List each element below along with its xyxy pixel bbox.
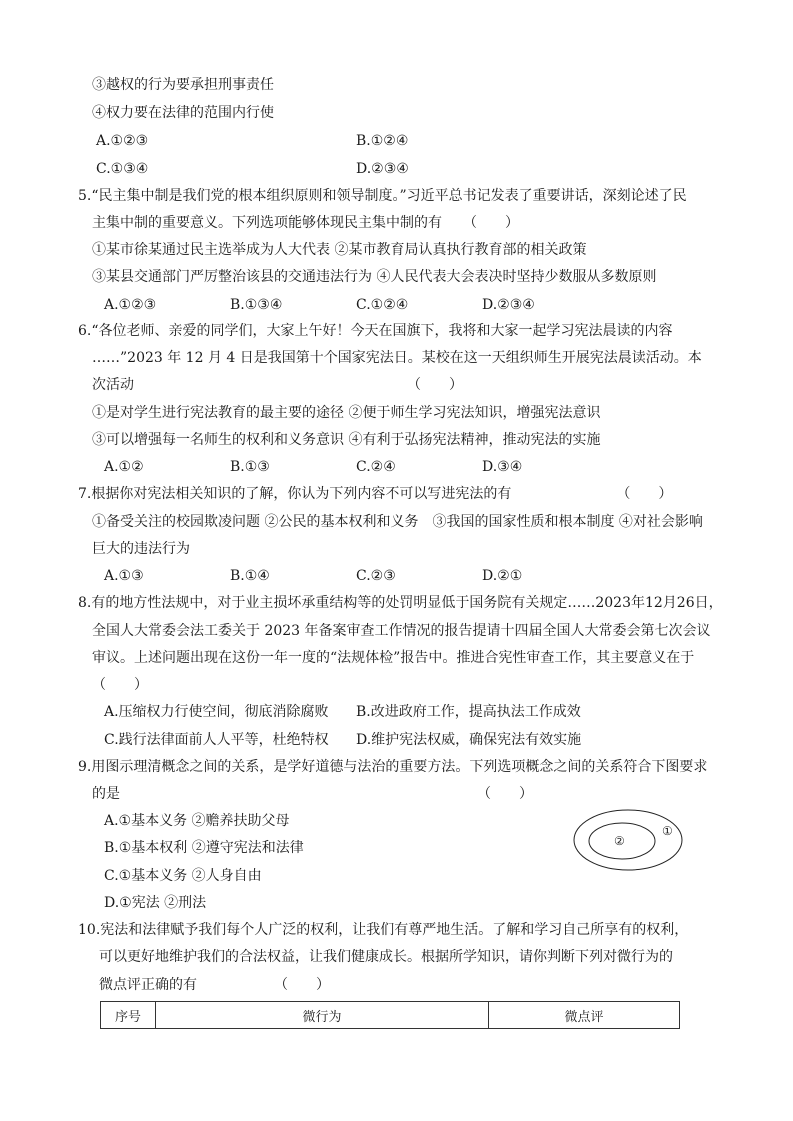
q7-stem: 7.根据你对宪法相关知识的了解，你认为下列内容不可以写进宪法的有 （ ） <box>78 486 673 502</box>
header-behavior: 微行为 <box>156 1002 489 1029</box>
q9-option-b[interactable]: B.①基本权利 ②遵守宪法和法律 <box>104 840 304 856</box>
q4-item-4: ④权力要在法律的范围内行使 <box>92 105 274 121</box>
q8-option-c[interactable]: C.践行法律面前人人平等，杜绝特权 <box>104 732 329 748</box>
q10-stem-line1: 10.宪法和法律赋予我们每个人广泛的权利，让我们有尊严地生活。了解和学习自己所享有的权利， <box>78 922 689 938</box>
q10-stem-line2: 可以更好地维护我们的合法权益，让我们健康成长。根据所学知识，请你判断下列对微行为的 <box>99 949 673 965</box>
q6-option-c[interactable]: C.②④ <box>356 459 396 475</box>
q5-option-b[interactable]: B.①③④ <box>230 297 283 313</box>
micro-behavior-table <box>100 1001 680 1029</box>
q6-stem-line2: ……”2023 年 12 月 4 日是我国第十个国家宪法日。某校在这一天组织师生开展宪法晨读活动。本 <box>92 350 702 366</box>
q7-items-line1: ①备受关注的校园欺凌问题 ②公民的基本权利和义务 ③我国的国家性质和根本制度 ④对社会影响 <box>92 514 703 530</box>
q6-items-line2: ③可以增强每一名师生的权利和义务意识 ④有利于弘扬宪法精神，推动宪法的实施 <box>92 432 601 448</box>
q8-stem-line3: 审议。上述问题出现在这份一年一度的“法规体检”报告中。推进合宪性审查工作，其主要意义在于 <box>92 650 695 666</box>
q8-option-b[interactable]: B.改进政府工作，提高执法工作成效 <box>356 704 581 720</box>
q7-option-d[interactable]: D.②① <box>482 568 523 584</box>
q6-items-line1: ①是对学生进行宪法教育的最主要的途径 ②便于师生学习宪法知识，增强宪法意识 <box>92 405 601 421</box>
q5-option-c[interactable]: C.①②④ <box>356 297 409 313</box>
q5-stem-line1: 5.“民主集中制是我们党的根本组织原则和领导制度。”习近平总书记发表了重要讲话，深刻论述了民 <box>78 188 687 204</box>
q8-stem-line4: （ ） <box>92 677 148 693</box>
q4-option-d[interactable]: D.②③④ <box>356 161 409 177</box>
q4-option-a[interactable]: A.①②③ <box>96 133 149 149</box>
q7-option-a[interactable]: A.①③ <box>104 568 144 584</box>
q6-option-b[interactable]: B.①③ <box>230 459 270 475</box>
q6-stem-line1: 6.“各位老师、亲爱的同学们，大家上午好！今天在国旗下，我将和大家一起学习宪法晨读的内容 <box>78 323 673 339</box>
q8-stem-line2: 全国人大常委会法工委关于 2023 年备案审查工作情况的报告提请十四届全国人大常委会第七次会议 <box>92 623 711 639</box>
q5-option-d[interactable]: D.②③④ <box>482 297 535 313</box>
q9-option-a[interactable]: A.①基本义务 ②赡养扶助父母 <box>104 813 290 829</box>
q5-items-line2: ③某县交通部门严厉整治该县的交通违法行为 ④人民代表大会表决时坚持少数服从多数原则 <box>92 269 657 285</box>
q8-option-d[interactable]: D.维护宪法权威，确保宪法有效实施 <box>356 732 582 748</box>
q6-stem-line3: 次活动 （ ） <box>92 377 463 393</box>
inner-label: ② <box>614 834 625 848</box>
q9-option-d[interactable]: D.①宪法 ②刑法 <box>104 895 207 911</box>
q6-option-d[interactable]: D.③④ <box>482 459 523 475</box>
q10-stem-line3: 微点评正确的有 （ ） <box>99 977 330 993</box>
q6-option-a[interactable]: A.①② <box>104 459 144 475</box>
q8-stem-line1: 8.有的地方性法规中，对于业主损坏承重结构等的处罚明显低于国务院有关规定……2023年12月26日， <box>78 595 723 611</box>
q7-option-b[interactable]: B.①④ <box>230 568 270 584</box>
q7-items-line2: 巨大的违法行为 <box>92 541 190 557</box>
q4-option-b[interactable]: B.①②④ <box>356 133 409 149</box>
header-index: 序号 <box>101 1002 156 1029</box>
q8-option-a[interactable]: A.压缩权力行使空间，彻底消除腐败 <box>104 704 329 720</box>
q7-option-c[interactable]: C.②③ <box>356 568 396 584</box>
concept-diagram <box>570 805 690 875</box>
q4-option-c[interactable]: C.①③④ <box>96 161 149 177</box>
q5-option-a[interactable]: A.①②③ <box>104 297 157 313</box>
q5-stem-line2: 主集中制的重要意义。下列选项能够体现民主集中制的有 （ ） <box>92 215 519 231</box>
q4-item-3: ③越权的行为要承担刑事责任 <box>92 77 274 93</box>
outer-ellipse <box>574 810 682 870</box>
q9-stem-line1: 9.用图示理清概念之间的关系，是学好道德与法治的重要方法。下列选项概念之间的关系符合下图要求 <box>78 759 708 775</box>
header-comment: 微点评 <box>489 1002 680 1029</box>
q5-items-line1: ①某市徐某通过民主选举成为人大代表 ②某市教育局认真执行教育部的相关政策 <box>92 242 587 258</box>
table-header-row <box>101 1002 680 1029</box>
outer-label: ① <box>662 824 673 838</box>
q9-option-c[interactable]: C.①基本义务 ②人身自由 <box>104 868 262 884</box>
q9-stem-line2: 的是 （ ） <box>92 786 533 802</box>
